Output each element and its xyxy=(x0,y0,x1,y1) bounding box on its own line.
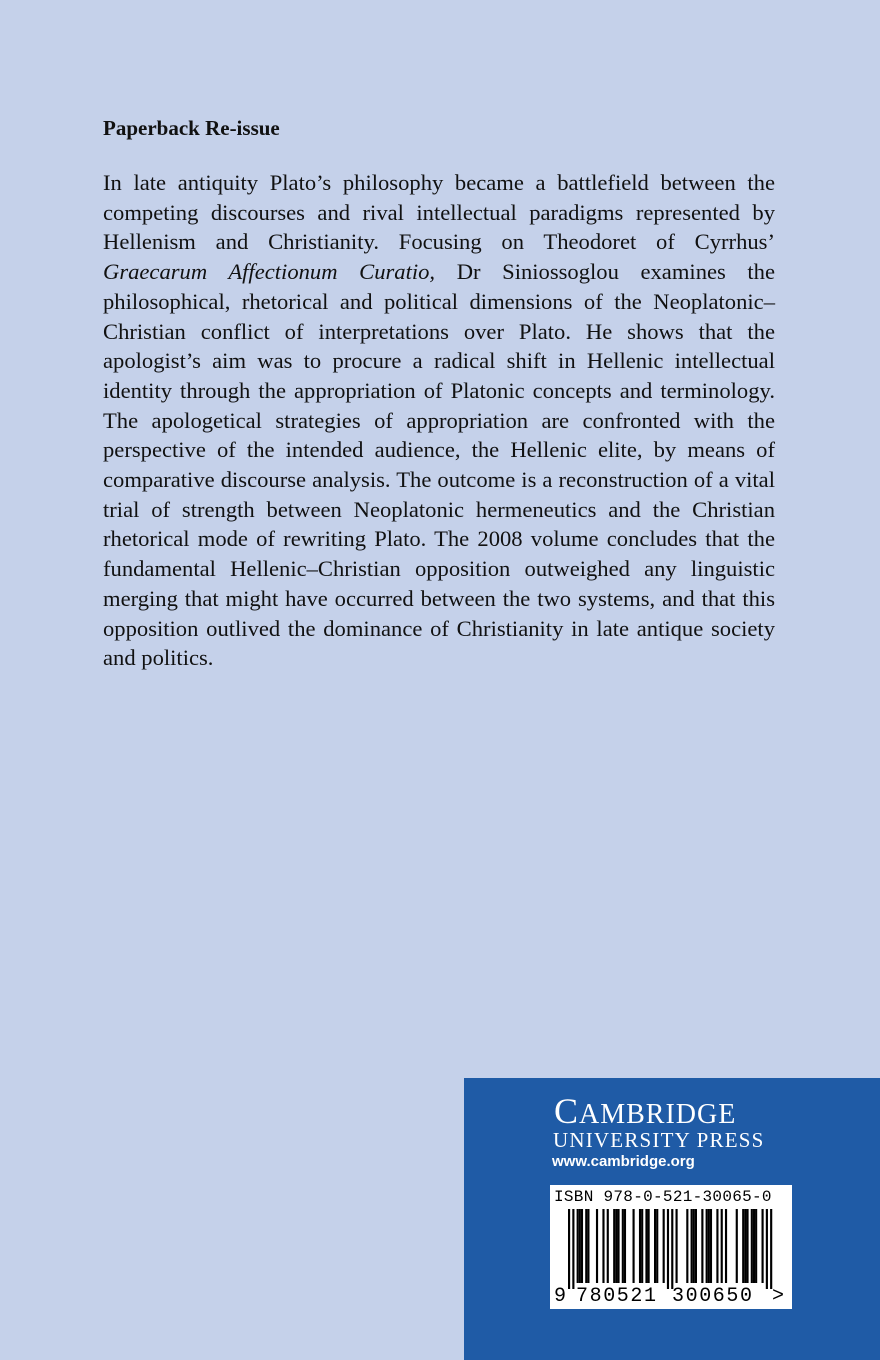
description-italic-title: Graecarum Affectionum Curatio, xyxy=(103,259,436,285)
barcode-bar xyxy=(753,1209,755,1283)
barcode-bar xyxy=(585,1209,587,1283)
publisher-logo-wordmark xyxy=(554,1090,736,1132)
barcode-bar xyxy=(587,1209,589,1283)
barcode-bar xyxy=(676,1209,678,1283)
barcode-bar xyxy=(615,1209,617,1283)
barcode-lead-digit: 9 xyxy=(554,1285,567,1308)
isbn-label: ISBN 978-0-521-30065-0 xyxy=(554,1188,772,1206)
barcode-bar xyxy=(645,1209,647,1283)
barcode-left-group: 780521 xyxy=(576,1285,658,1308)
barcode-bar xyxy=(691,1209,693,1283)
barcode-bar xyxy=(762,1209,764,1283)
barcode-bar xyxy=(695,1209,697,1283)
barcode-bar xyxy=(736,1209,738,1283)
isbn-barcode xyxy=(550,1185,792,1309)
barcode-bar xyxy=(755,1209,757,1283)
barcode-bar xyxy=(624,1209,626,1283)
barcode-bar xyxy=(710,1209,712,1283)
barcode-bar xyxy=(742,1209,744,1283)
barcode-bar xyxy=(671,1209,673,1289)
barcode-bar xyxy=(581,1209,583,1283)
barcode-bar xyxy=(648,1209,650,1283)
barcode-bar xyxy=(641,1209,643,1283)
barcode-bar xyxy=(751,1209,753,1283)
barcode-bar xyxy=(766,1209,768,1289)
barcode-bar xyxy=(693,1209,695,1283)
description-text: In late antiquity Plato’s philosophy became a battlefield between the competing discourses and rival intellectual paradigms represented by Hellenism and Christianity. Focusing on Theodoret of Cyrrhus’ xyxy=(103,170,775,255)
barcode-bar xyxy=(613,1209,615,1283)
barcode-bars xyxy=(550,1209,792,1289)
barcode-bar xyxy=(579,1209,581,1283)
barcode-bar xyxy=(607,1209,609,1283)
barcode-bar xyxy=(633,1209,635,1283)
barcode-bar xyxy=(654,1209,656,1283)
barcode-bar xyxy=(617,1209,619,1283)
barcode-bar xyxy=(622,1209,624,1283)
barcode-bar xyxy=(706,1209,708,1283)
barcode-bar xyxy=(596,1209,598,1283)
publisher-website[interactable]: www.cambridge.org xyxy=(552,1153,695,1170)
barcode-bar xyxy=(725,1209,727,1283)
barcode-bar xyxy=(721,1209,723,1283)
publisher-subtitle: UNIVERSITY PRESS xyxy=(553,1128,765,1152)
barcode-bar xyxy=(602,1209,604,1283)
barcode-bar xyxy=(744,1209,746,1283)
wordmark-rest: AMBRIDGE xyxy=(579,1099,737,1130)
publisher-panel xyxy=(464,1078,880,1360)
barcode-bar xyxy=(708,1209,710,1283)
barcode-bar xyxy=(686,1209,688,1283)
barcode-bar xyxy=(746,1209,748,1283)
barcode-end-marker: > xyxy=(772,1285,785,1308)
barcode-bar xyxy=(568,1209,570,1289)
barcode-bar xyxy=(667,1209,669,1289)
description-text-continued: Dr Siniossoglou examines the philosophical, rhetorical and political dimensions of the Neoplatonic–Christian conflict of interpretations over Plato. He shows that the apologist’s aim was to procure a radical shift in Hellenic intellectual identity through the appropriation of Platonic concepts and terminology. The apologetical strategies of appropriation are confronted with the perspective of the intended audience, the Hellenic elite, by means of comparative discourse analysis. The outcome is a reconstruction of a vital trial of strength between Neoplatonic hermeneutics and the Christian rhetorical mode of rewriting Plato. The 2008 volume concludes that the fundamental Hellenic–Christian opposition outweighed any linguistic merging that might have occurred between the two systems, and that this opposition outlived the dominance of Christianity in late antique society and politics. xyxy=(103,259,776,671)
section-heading: Paperback Re-issue xyxy=(103,116,280,140)
barcode-bar xyxy=(663,1209,665,1283)
barcode-bar xyxy=(577,1209,579,1283)
barcode-bar xyxy=(770,1209,772,1289)
barcode-right-group: 300650 xyxy=(672,1285,754,1308)
barcode-bar xyxy=(656,1209,658,1283)
barcode-bar xyxy=(572,1209,574,1289)
barcode-bar xyxy=(716,1209,718,1283)
barcode-bar xyxy=(701,1209,703,1283)
book-description xyxy=(103,168,775,673)
wordmark-initial: C xyxy=(554,1091,580,1131)
barcode-bar xyxy=(639,1209,641,1283)
